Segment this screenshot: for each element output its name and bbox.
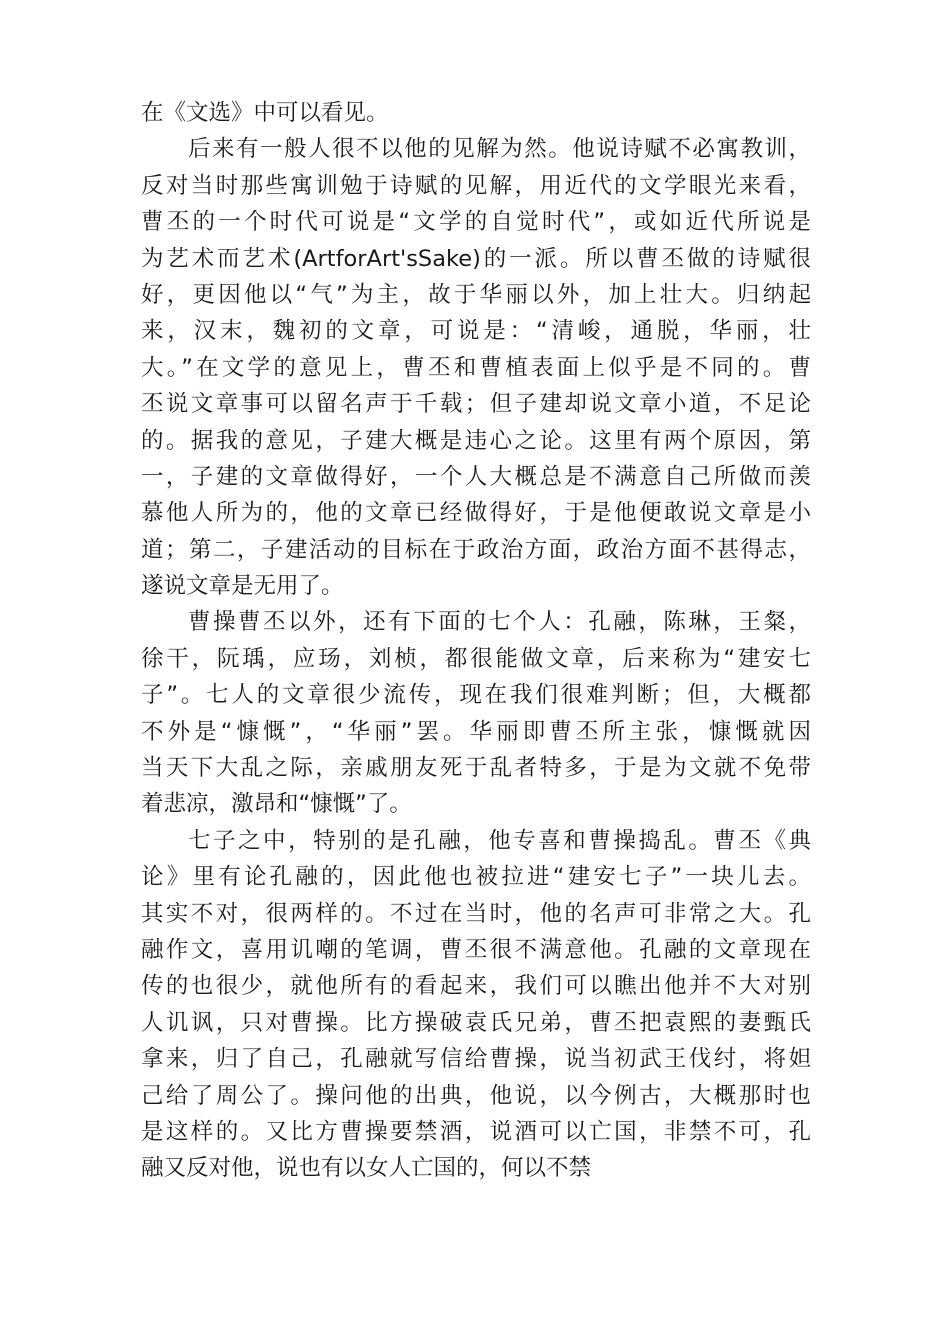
text-line: 曹丕的一个时代可说是“文学的自觉时代”，或如近代所说是 (141, 209, 811, 236)
text-line: 道；第二，子建活动的目标在于政治方面，政治方面不甚得志， (141, 536, 811, 563)
text-line: 拿来，归了自己，孔融就写信给曹操，说当初武王伐纣，将妲 (141, 1046, 811, 1073)
text-line: 徐干，阮瑀，应玚，刘桢，都很能做文章，后来称为“建安七 (141, 645, 811, 672)
text-line: 融又反对他，说也有以女人亡国的，何以不禁 (141, 1155, 592, 1182)
paragraph-first-line: 后来有一般人很不以他的见解为然。他说诗赋不必寓教训， (188, 136, 811, 163)
text-line: 一，子建的文章做得好，一个人大概总是不满意自己所做而羡 (141, 463, 811, 490)
body-text (141, 95, 811, 1187)
text-line: 好，更因他以“气”为主，故于华丽以外，加上壮大。归纳起 (141, 281, 811, 308)
text-line: 为艺术而艺术(ArtforArt'sSake)的一派。所以曹丕做的诗赋很 (141, 245, 811, 272)
text-line: 在《文选》中可以看见。 (141, 100, 389, 126)
text-line: 论》里有论孔融的，因此他也被拉进“建安七子”一块儿去。 (141, 864, 811, 891)
text-line: 是这样的。又比方曹操要禁酒，说酒可以亡国，非禁不可，孔 (141, 1118, 811, 1145)
text-line: 慕他人所为的，他的文章已经做得好，于是他便敢说文章是小 (141, 500, 811, 527)
text-line: 传的也很少，就他所有的看起来，我们可以瞧出他并不大对别 (141, 973, 811, 1000)
text-line: 子”。七人的文章很少流传，现在我们很难判断；但，大概都 (141, 682, 811, 709)
text-line: 丕说文章事可以留名声于千载；但子建却说文章小道，不足论 (141, 391, 811, 418)
text-line: 融作文，喜用讥嘲的笔调，曹丕很不满意他。孔融的文章现在 (141, 936, 811, 963)
text-line: 大。”在文学的意见上，曹丕和曹植表面上似乎是不同的。曹 (141, 354, 811, 381)
text-line: 其实不对，很两样的。不过在当时，他的名声可非常之大。孔 (141, 900, 811, 927)
text-line: 着悲凉，激昂和“慷慨”了。 (141, 791, 412, 818)
text-line: 遂说文章是无用了。 (141, 573, 344, 600)
text-line: 当天下大乱之际，亲戚朋友死于乱者特多，于是为文就不免带 (141, 755, 811, 782)
text-line: 反对当时那些寓训勉于诗赋的见解，用近代的文学眼光来看， (141, 172, 811, 199)
text-line: 不外是“慷慨”，“华丽”罢。华丽即曹丕所主张，慷慨就因 (141, 718, 811, 745)
text-line: 人讥讽，只对曹操。比方操破袁氏兄弟，曹丕把袁熙的妻甄氏 (141, 1009, 811, 1036)
text-line: 的。据我的意见，子建大概是违心之论。这里有两个原因，第 (141, 427, 811, 454)
text-line: 己给了周公了。操问他的出典，他说，以今例古，大概那时也 (141, 1082, 811, 1109)
paragraph-first-line: 七子之中，特别的是孔融，他专喜和曹操捣乱。曹丕《典 (188, 827, 811, 854)
paragraph-first-line: 曹操曹丕以外，还有下面的七个人：孔融，陈琳，王粲， (188, 609, 811, 636)
text-line: 来，汉末，魏初的文章，可说是：“清峻，通脱，华丽，壮 (141, 318, 811, 345)
